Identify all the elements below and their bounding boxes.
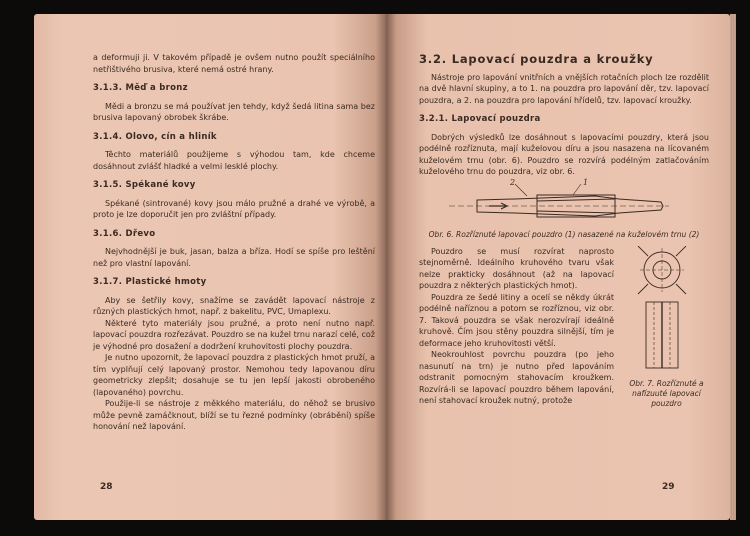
paragraph-314: Těchto materiálů použijeme s výhodou tam, kde chceme dosáhnout zvlášť hladké a velmi lesklé plochy. xyxy=(93,150,375,171)
paragraph-317-2: Některé tyto materiály jsou pružné, a proto není nutno např. lapovací pouzdra rozřezávat. Pouzdro se na kužel trnu narazí celé, což je výhodné pro dosažení a dodržení kruhovitosti plochy pouzdra. xyxy=(93,318,375,351)
figure-7 xyxy=(624,246,709,410)
figure-6-drawing xyxy=(419,178,709,230)
figure-7-side-text xyxy=(419,246,614,407)
paragraph-317-3: Je nutno upozornit, že lapovací pouzdra z plastických hmot pruží, a tím vyplňují celý lapovaný prostor. Nemohou tedy lapovanou díru geometricky zlepšit; dosahuje se tu jen lepší jakosti obrobeného (lapovaného) povrchu. xyxy=(93,353,375,397)
paragraph-317-1: Aby se šetřily kovy, snažíme se zavádět lapovací nástroje z různých plastických hmot, např. z bakelitu, PVC, Umaplexu. xyxy=(93,295,375,316)
paragraph-316: Nejvhodnější je buk, jasan, balza a bříza. Hodí se spíše pro leštění než pro vlastní lapování. xyxy=(93,247,375,268)
paragraph-a: Pouzdro se musí rozvírat naprosto stejnoměrně. Ideálního kruhového tvaru však nelze prakticky dosáhnout (až na lapovací pouzdra z některých plastických hmot). xyxy=(419,246,614,290)
paragraph-32: Nástroje pro lapování vnitřních a vnějších rotačních ploch lze rozdělit na dvě hlavní skupiny, a to 1. na pouzdra pro lapování děr, tzv. lapovací pouzdra, a 2. na pouzdra pro lapování hřídelů, tzv. lapovací kroužky. xyxy=(419,72,709,105)
paragraph-315: Spékané (sintrované) kovy jsou málo pružné a drahé ve výrobě, a proto je lze doporučit jen pro zvláštní případy. xyxy=(93,198,375,219)
section-heading-314: 3.1.4. Olovo, cín a hliník xyxy=(93,131,217,142)
right-page xyxy=(386,14,730,520)
intro-paragraph: a deformuji ji. V takovém případě je ovšem nutno použít speciálního netřištivého brusiva, které nemá ostré hrany. xyxy=(93,53,375,74)
figure-6-caption: Obr. 6. Rozříznuté lapovací pouzdro (1) nasazené na kuželovém trnu (2) xyxy=(428,229,700,239)
page-number-left: 28 xyxy=(100,482,113,492)
section-heading-321: 3.2.1. Lapovací pouzdra xyxy=(419,114,541,124)
paragraph-c: Neokrouhlost povrchu pouzdra (po jeho nasunutí na trn) je nutno před lapováním odstranit pomocným stahovacím kroužkem. Rozvírá-li se lapovací pouzdro během lapování, není stahovací kroužek nutný, protože xyxy=(419,350,614,405)
left-page-text xyxy=(93,52,375,433)
section-heading-317: 3.1.7. Plastické hmoty xyxy=(93,277,207,287)
figure-7-drawing xyxy=(624,246,709,376)
page-number-right: 29 xyxy=(662,482,675,492)
figure-6 xyxy=(419,178,709,230)
fig6-label-1: 1 xyxy=(583,177,589,187)
section-heading-315: 3.1.5. Spékané kovy xyxy=(93,180,196,190)
figure-7-caption: Obr. 7. Rozříznuté a nafízuuté lapovací pouzdro xyxy=(629,379,704,408)
chapter-heading-32: 3.2. Lapovací pouzdra a kroužky xyxy=(419,52,654,66)
page-block-edge xyxy=(730,14,736,520)
section-heading-313: 3.1.3. Měď a bronz xyxy=(93,83,188,93)
right-page-text xyxy=(419,54,709,416)
paragraph-317-4: Použije-li se nástroje z měkkého materiálu, do něhož se brusivo může pevně zamáčknout, blíží se tu řezné podmínky (obrábění) spíše honování než lapování. xyxy=(93,399,375,431)
fig6-label-2: 2 xyxy=(510,177,516,187)
left-page xyxy=(34,14,386,520)
paragraph-b: Pouzdra ze šedé litiny a ocelí se někdy úkrát podélně naříznou a potom se rozříznou, viz obr. 7. Taková pouzdra se však nerozvírají ideálně kruhově. Čím jsou stěny pouzdra silnější, tím je deformace jeho kruhovitosti větší. xyxy=(419,292,614,348)
section-heading-316: 3.1.6. Dřevo xyxy=(93,228,156,239)
figure-7-block xyxy=(419,246,709,416)
paragraph-313: Mědi a bronzu se má používat jen tehdy, když šedá litina sama bez brusiva lapovaný obrobek škrábe. xyxy=(93,101,375,122)
paragraph-321: Dobrých výsledků lze dosáhnout s lapovacími pouzdry, která jsou podélně rozříznuta, mají kuželovou díru a jsou nasazena na lícovaném kuželovém trnu (obr. 6). Pouzdro se rozvírá podélným zatlačováním kuželového trnu do pouzdra, viz obr. 6. xyxy=(419,132,709,176)
